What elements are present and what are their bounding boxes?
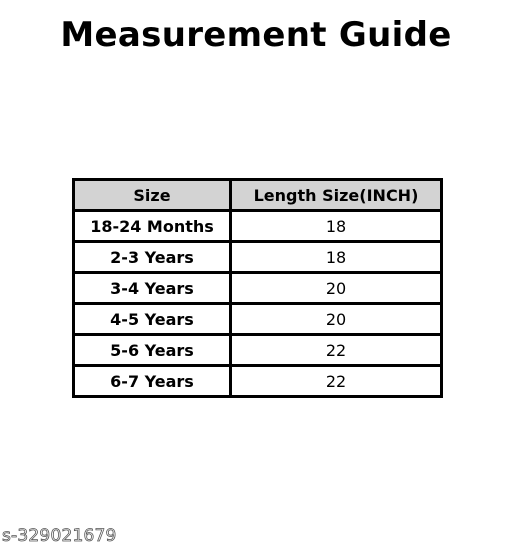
table-row bbox=[74, 335, 442, 366]
measurement-table bbox=[72, 178, 443, 398]
length-cell: 18 bbox=[231, 211, 442, 242]
table-row bbox=[74, 242, 442, 273]
size-cell: 4-5 Years bbox=[74, 304, 231, 335]
page-title: Measurement Guide bbox=[60, 15, 452, 55]
size-cell: 5-6 Years bbox=[74, 335, 231, 366]
table-row bbox=[74, 273, 442, 304]
size-cell: 2-3 Years bbox=[74, 242, 231, 273]
size-cell: 3-4 Years bbox=[74, 273, 231, 304]
table-header-row bbox=[74, 180, 442, 211]
size-cell: 6-7 Years bbox=[74, 366, 231, 397]
size-cell: 18-24 Months bbox=[74, 211, 231, 242]
size-column-header: Size bbox=[74, 180, 231, 211]
length-cell: 18 bbox=[231, 242, 442, 273]
table-row bbox=[74, 211, 442, 242]
length-cell: 20 bbox=[231, 304, 442, 335]
length-column-header: Length Size(INCH) bbox=[231, 180, 442, 211]
watermark-id: s-329021679 bbox=[2, 526, 117, 546]
table-row bbox=[74, 304, 442, 335]
length-cell: 20 bbox=[231, 273, 442, 304]
length-cell: 22 bbox=[231, 335, 442, 366]
table-row bbox=[74, 366, 442, 397]
length-cell: 22 bbox=[231, 366, 442, 397]
